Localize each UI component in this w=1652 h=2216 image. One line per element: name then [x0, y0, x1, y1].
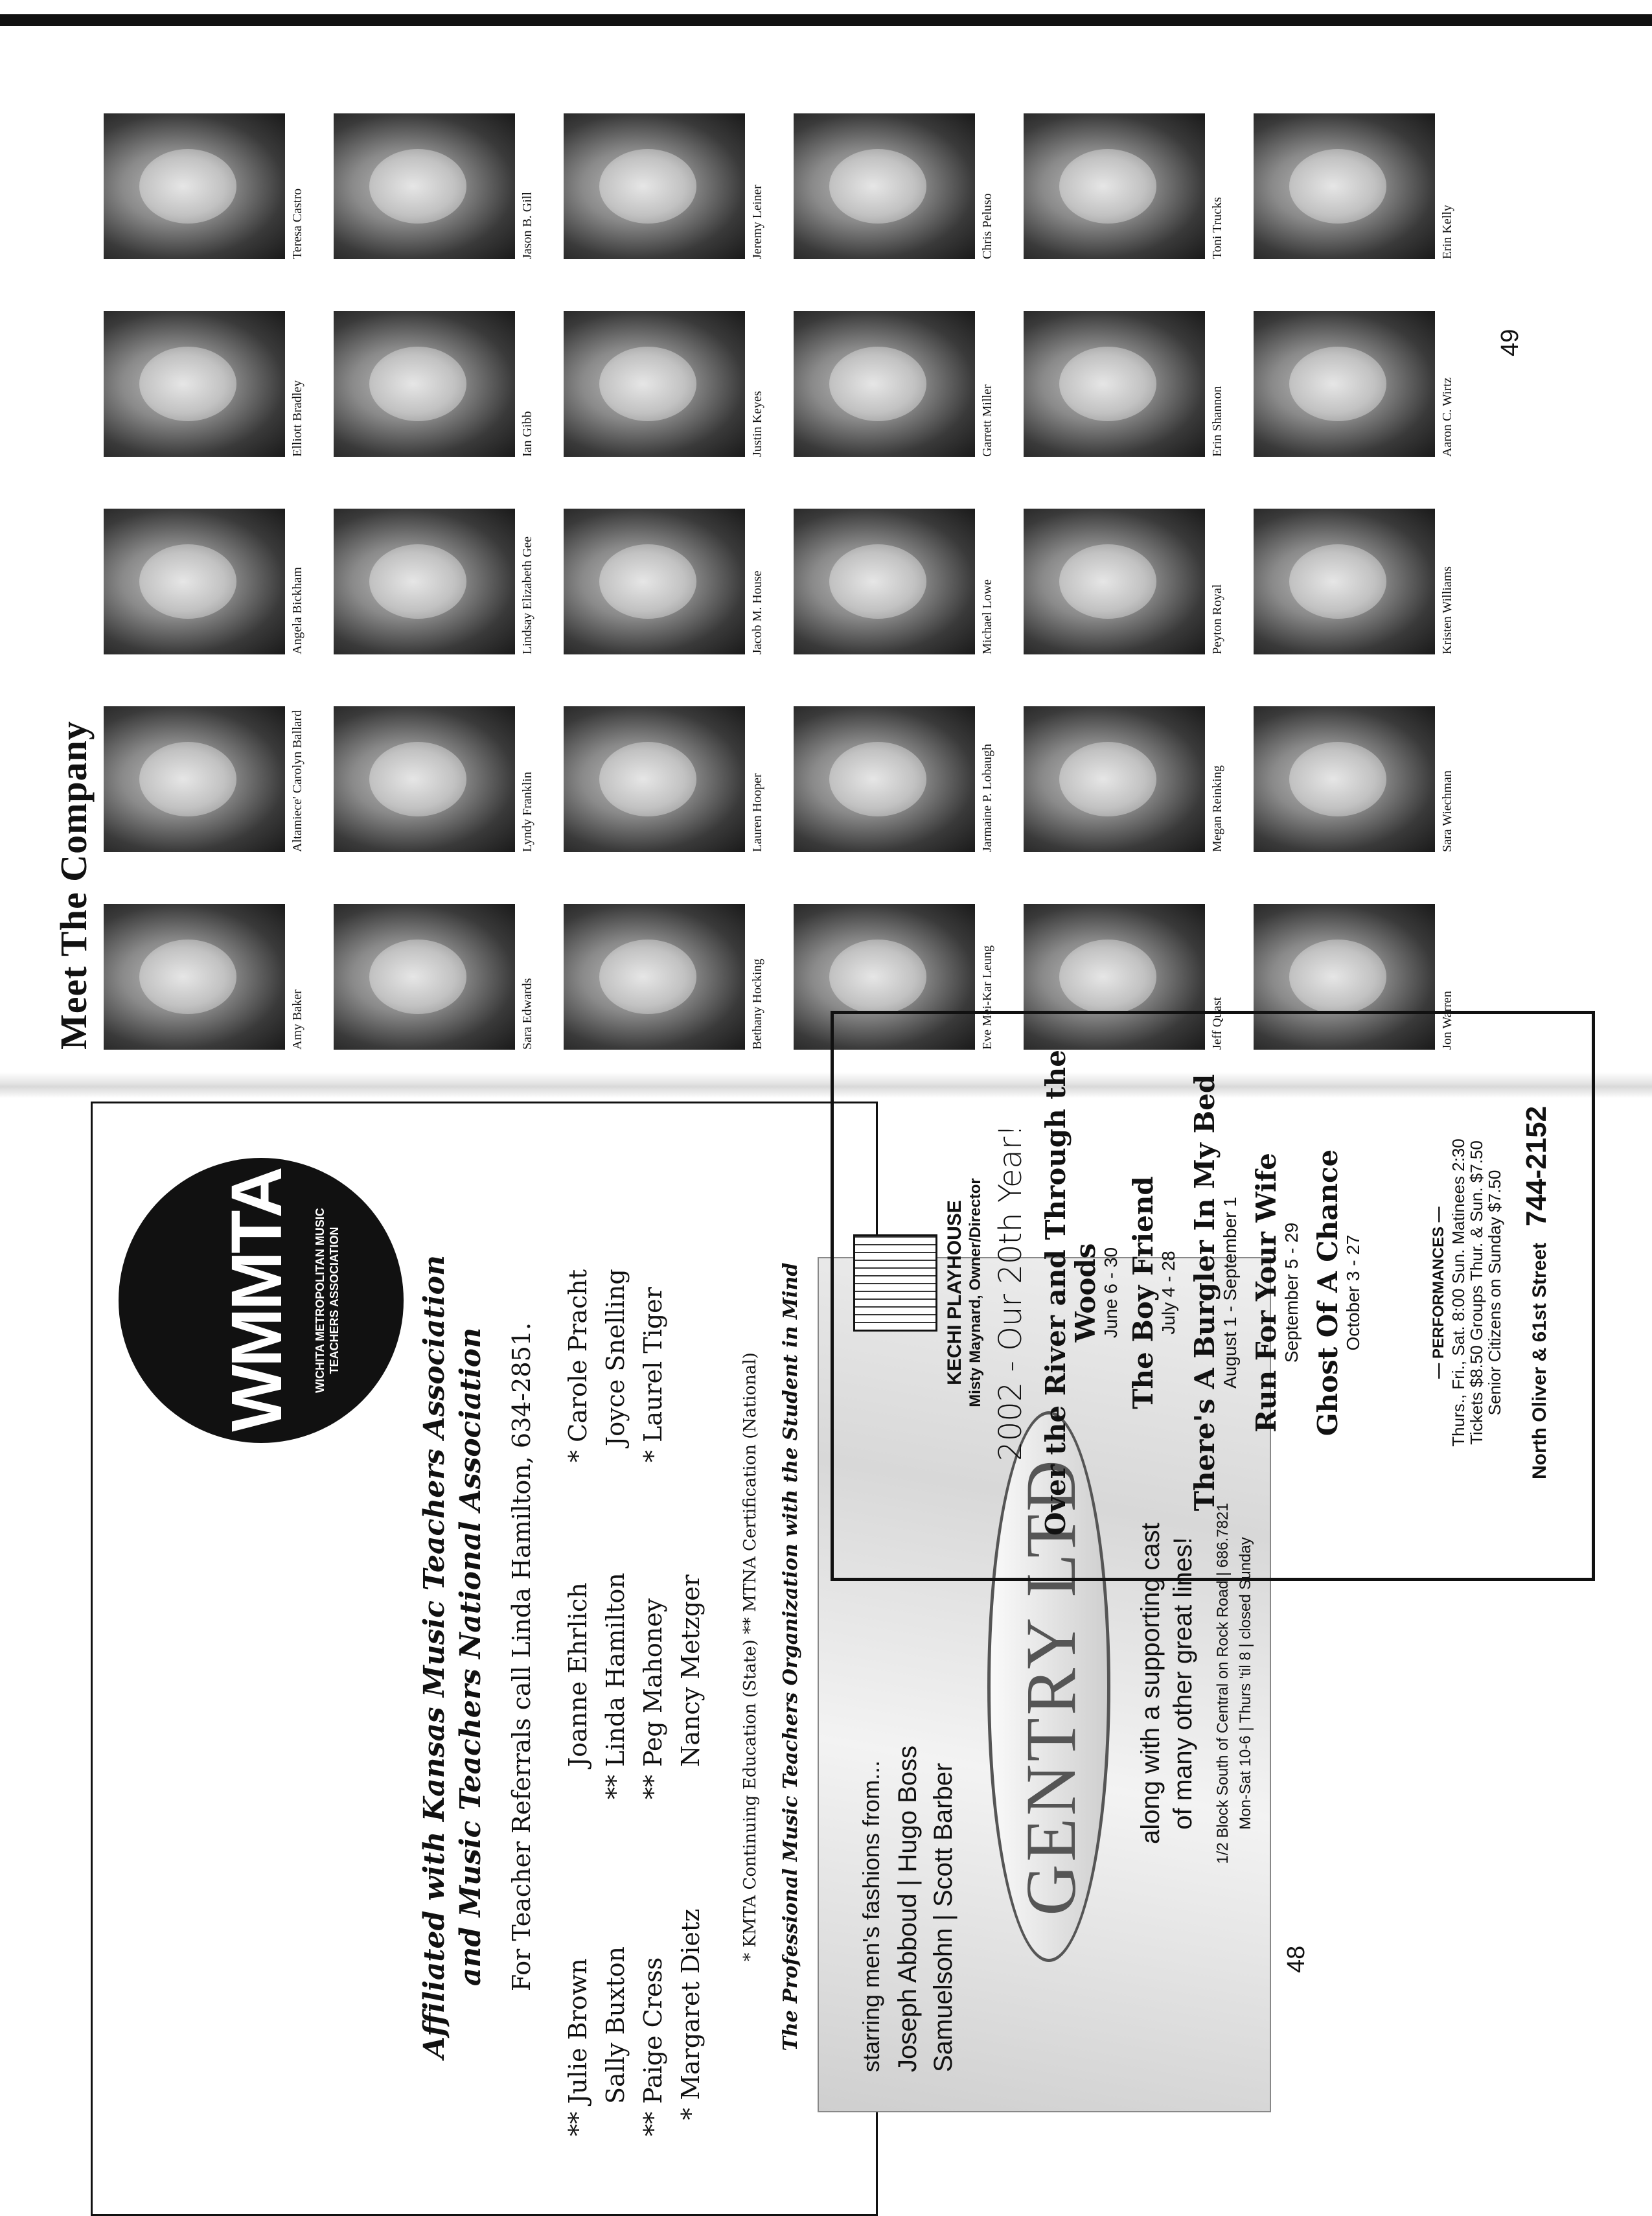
teacher-column-1: [559, 1799, 709, 2136]
page-49: [39, 39, 1555, 1069]
headshot-face: [1289, 742, 1386, 816]
headshot-face: [369, 149, 466, 224]
cast-name: Erin Kelly: [1440, 205, 1454, 259]
cast-member: [104, 275, 321, 457]
gentry-line-2: Joseph Abboud | Hugo Boss: [893, 1745, 922, 2072]
teacher-name: Nancy Metzger: [676, 1575, 705, 1767]
cast-member: [564, 275, 781, 457]
cast-name: Angela Bickham: [290, 567, 304, 654]
teacher-column-3: [559, 1125, 672, 1462]
cast-name: Justin Keyes: [750, 391, 764, 457]
cast-member: [1024, 671, 1241, 852]
cast-member: [104, 78, 321, 259]
headshot-photo: [564, 706, 745, 852]
kechi-name: KECHI PLAYHOUSE: [944, 1200, 965, 1385]
cast-name: Lyndy Franklin: [520, 772, 534, 852]
show-item: [1129, 1008, 1179, 1578]
headshot-face: [139, 742, 236, 816]
headshot-photo: [1024, 113, 1205, 259]
headshot-face: [1059, 742, 1156, 816]
headshot-face: [1289, 940, 1386, 1014]
page-number-48: 48: [1283, 1945, 1310, 1973]
headshot-face: [139, 544, 236, 619]
headshot-face: [599, 347, 696, 421]
show-dates: September 5 - 29: [1281, 1222, 1302, 1363]
cast-name: Eve Mei-Kar Leung: [980, 945, 994, 1050]
cast-name: Teresa Castro: [290, 188, 304, 259]
cast-grid: [104, 52, 1509, 1050]
headshot-face: [1059, 940, 1156, 1014]
show-title: The Boy Friend: [1127, 1176, 1159, 1409]
cast-name: Elliott Bradley: [290, 380, 304, 457]
headshot-photo: [1024, 706, 1205, 852]
senior-prices: Senior Citizens on Sunday $7.50: [1485, 1170, 1504, 1416]
teacher-name: ** Julie Brown: [564, 1958, 592, 2136]
kechi-footer: [1520, 1008, 1553, 1578]
performances-heading: — PERFORMANCES —: [1430, 1206, 1447, 1379]
cast-name: Jacob M. House: [750, 570, 764, 654]
gentry-logo-text: GENTRY LTD: [1011, 1457, 1090, 1916]
cast-name: Megan Reinking: [1210, 765, 1224, 852]
headshot-photo: [1254, 706, 1435, 852]
headshot-photo: [334, 904, 515, 1050]
headshot-face: [599, 742, 696, 816]
kechi-address: North Oliver & 61st Street: [1529, 1242, 1550, 1480]
cast-name: Bethany Hocking: [750, 958, 764, 1050]
cast-name: Kristen Williams: [1440, 566, 1454, 654]
headshot-photo: [794, 113, 975, 259]
cast-member: [334, 275, 551, 457]
headshot-face: [1289, 347, 1386, 421]
cast-name: Sara Edwards: [520, 978, 534, 1050]
headshot-face: [829, 347, 926, 421]
gentry-line-4: along with a supporting cast: [1136, 1523, 1165, 1844]
cast-member: [1254, 671, 1471, 852]
wmmta-logo-subtitle: WICHITA METROPOLITAN MUSIC TEACHERS ASSOCIATION: [314, 1208, 341, 1393]
cast-name: Jeremy Leiner: [750, 185, 764, 259]
gentry-hours: Mon-Sat 10-6 | Thurs 'til 8 | closed Sunday: [1237, 1537, 1254, 1830]
headshot-photo: [334, 113, 515, 259]
headshot-photo: [1024, 311, 1205, 457]
cast-name: Jon Warren: [1440, 991, 1454, 1050]
performances-info: [1449, 1008, 1504, 1578]
teacher-name: ** Paige Cress: [639, 1957, 667, 2136]
kmta-affiliation: [417, 1138, 489, 2175]
cast-member: [334, 473, 551, 654]
headshot-photo: [1254, 509, 1435, 654]
cast-member: [794, 78, 1011, 259]
show-title: Ghost Of A Chance: [1312, 1149, 1344, 1437]
headshot-face: [1059, 149, 1156, 224]
show-dates: July 4 - 28: [1158, 1251, 1178, 1335]
cast-name: Garrett Miller: [980, 384, 994, 457]
teacher-name: Sally Buxton: [601, 1946, 630, 2104]
headshot-photo: [794, 706, 975, 852]
headshot-face: [829, 149, 926, 224]
cast-member: [794, 473, 1011, 654]
show-item: [1313, 1008, 1364, 1578]
headshot-face: [139, 940, 236, 1014]
headshot-face: [1059, 347, 1156, 421]
headshot-photo: [104, 509, 285, 654]
cast-member: [334, 78, 551, 259]
headshot-face: [139, 149, 236, 224]
teacher-name: ** Peg Mahoney: [639, 1598, 667, 1799]
headshot-face: [369, 347, 466, 421]
cast-name: Lauren Hooper: [750, 773, 764, 852]
cast-member: [564, 473, 781, 654]
cast-member: [564, 78, 781, 259]
headshot-photo: [564, 904, 745, 1050]
teacher-name: * Margaret Dietz: [676, 1908, 705, 2120]
headshot-face: [599, 940, 696, 1014]
cast-name: Sara Wiechman: [1440, 770, 1454, 852]
headshot-photo: [1254, 113, 1435, 259]
kmta-ad: [91, 1102, 878, 2216]
headshot-photo: [334, 509, 515, 654]
headshot-photo: [794, 509, 975, 654]
playhouse-icon: [853, 1234, 937, 1332]
teacher-name: Joyce Snelling: [601, 1269, 630, 1446]
cast-member: [334, 671, 551, 852]
show-title: Run For Your Wife: [1250, 1153, 1282, 1433]
cast-member: [334, 868, 551, 1050]
headshot-photo: [104, 904, 285, 1050]
teacher-column-2: [559, 1462, 709, 1799]
headshot-face: [599, 544, 696, 619]
headshot-photo: [564, 509, 745, 654]
ticket-prices: Tickets $8.50 Groups Thur. & Sun. $7.50: [1467, 1140, 1486, 1445]
show-title: There's A Burgler In My Bed: [1189, 1074, 1221, 1512]
cast-member: [104, 473, 321, 654]
headshot-photo: [1254, 311, 1435, 457]
cast-member: [1024, 78, 1241, 259]
kmta-tagline: The Professional Music Teachers Organization with the Student in Mind: [779, 1262, 802, 2051]
show-dates: June 6 - 30: [1101, 1247, 1121, 1339]
teacher-name: * Carole Pracht: [564, 1269, 592, 1462]
cast-name: Jeff Quast: [1210, 997, 1224, 1050]
cast-name: Jarmaine P. Lobaugh: [980, 743, 994, 852]
teacher-name: ** Linda Hamilton: [601, 1573, 630, 1799]
affiliation-line-2: and Music Teachers National Association: [454, 1327, 487, 1987]
headshot-photo: [794, 311, 975, 457]
headshot-photo: [104, 311, 285, 457]
show-title: Over the River and Through the Woods: [1040, 1050, 1101, 1536]
headshot-photo: [104, 113, 285, 259]
headshot-face: [1289, 544, 1386, 619]
headshot-face: [369, 742, 466, 816]
kmta-notes: * KMTA Continuing Education (State) ** MTNA Certification (National): [740, 1352, 760, 1961]
headshot-photo: [564, 113, 745, 259]
cast-member: [794, 671, 1011, 852]
headshot-face: [369, 544, 466, 619]
cast-name: Lindsay Elizabeth Gee: [520, 536, 534, 654]
performance-times: Thurs., Fri., Sat. 8:00 Sun. Matinees 2:30: [1449, 1138, 1468, 1447]
cast-member: [1254, 275, 1471, 457]
gentry-line-3: Samuelsohn | Scott Barber: [929, 1762, 958, 2072]
kechi-playhouse-ad: [831, 1011, 1595, 1581]
headshot-photo: [1024, 509, 1205, 654]
teacher-name: Joanne Ehrlich: [564, 1582, 592, 1767]
headshot-face: [599, 149, 696, 224]
cast-name: Aaron C. Wirtz: [1440, 377, 1454, 457]
affiliation-line-1: Affiliated with Kansas Music Teachers Association: [418, 1255, 451, 2059]
cast-member: [1254, 78, 1471, 259]
kechi-phone: 744-2152: [1520, 1105, 1552, 1227]
cast-name: Jason B. Gill: [520, 192, 534, 259]
cast-name: Amy Baker: [290, 989, 304, 1050]
cast-member: [1024, 473, 1241, 654]
gentry-line-1: starring men's fashions from...: [858, 1760, 884, 2072]
show-item: [1252, 1008, 1302, 1578]
show-item: [1190, 1008, 1241, 1578]
headshot-photo: [334, 706, 515, 852]
show-dates: October 3 - 27: [1343, 1234, 1363, 1351]
cast-member: [564, 868, 781, 1050]
wmmta-logo: [119, 1158, 404, 1443]
cast-member: [794, 275, 1011, 457]
headshot-face: [829, 940, 926, 1014]
gentry-address: 1/2 Block South of Central on Rock Road | 686.7821: [1214, 1503, 1232, 1864]
headshot-face: [139, 347, 236, 421]
cast-name: Altamiece' Carolyn Ballard: [290, 710, 304, 852]
kechi-owner: Misty Maynard, Owner/Director: [967, 1178, 984, 1407]
headshot-photo: [334, 311, 515, 457]
wmmta-logo-text: WMMTA: [217, 1169, 297, 1432]
cast-name: Ian Gibb: [520, 411, 534, 457]
page-number-49: 49: [1497, 329, 1524, 356]
cast-member: [1254, 473, 1471, 654]
cast-member: [1024, 275, 1241, 457]
cast-member: [104, 868, 321, 1050]
headshot-face: [369, 940, 466, 1014]
cast-member: [104, 671, 321, 852]
headshot-photo: [564, 311, 745, 457]
headshot-face: [1289, 149, 1386, 224]
cast-name: Michael Lowe: [980, 579, 994, 654]
cast-name: Erin Shannon: [1210, 386, 1224, 457]
headshot-photo: [104, 706, 285, 852]
cast-member: [564, 671, 781, 852]
headshot-face: [1059, 544, 1156, 619]
gentry-line-5: of many other great lines!: [1169, 1537, 1197, 1830]
page-title: Meet The Company: [52, 721, 95, 1050]
kechi-year: 2002 - Our 20th Year!: [992, 1124, 1029, 1461]
kmta-referrals: For Teacher Referrals call Linda Hamilton, 634-2851.: [507, 1322, 536, 1992]
top-border: [0, 14, 1652, 26]
cast-name: Chris Peluso: [980, 193, 994, 259]
cast-name: Toni Trucks: [1210, 197, 1224, 259]
headshot-face: [829, 544, 926, 619]
headshot-face: [829, 742, 926, 816]
cast-name: Peyton Royal: [1210, 584, 1224, 654]
teacher-name: * Laurel Tiger: [639, 1287, 667, 1462]
show-dates: August 1 - September 1: [1220, 1197, 1240, 1389]
show-item: [1041, 1008, 1121, 1578]
